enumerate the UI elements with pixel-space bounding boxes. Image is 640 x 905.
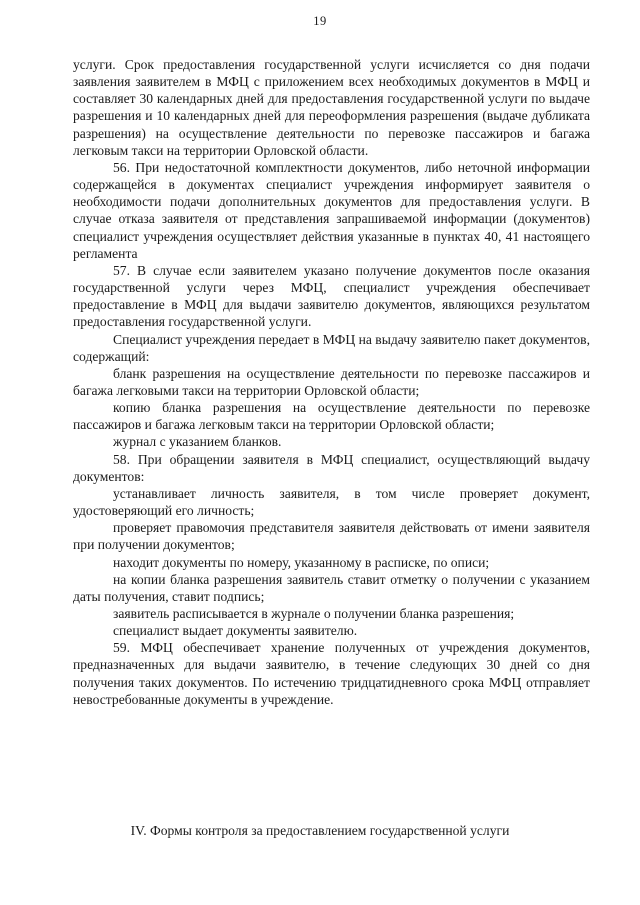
paragraph: заявитель расписывается в журнале о получении бланка разрешения;	[113, 606, 515, 621]
paragraph: устанавливает личность заявителя, в том числе проверяет документ, удостоверяющий его личность;	[73, 485, 590, 519]
paragraph: на копии бланка разрешения заявитель ставит отметку о получении с указанием даты получения, ставит подпись;	[73, 571, 590, 604]
paragraph: проверяет правомочия представителя заявителя действовать от имени заявителя при получении документов;	[73, 520, 590, 553]
section-heading: IV. Формы контроля за предоставлением государственной услуги	[130, 823, 510, 838]
paragraph: Специалист учреждения передает в МФЦ на выдачу заявителю пакет документов, содержащий:	[73, 331, 590, 364]
paragraph: специалист выдает документы заявителю.	[113, 623, 358, 639]
page-number: 19	[313, 14, 327, 28]
paragraph: находит документы по номеру, указанному в расписке, по описи;	[113, 554, 490, 570]
paragraph: журнал с указанием бланков.	[113, 434, 282, 450]
paragraph: 56. При недостаточной комплектности документов, либо неточной информации содержащейся в документах специалист учреждения информирует заявителя о необходимости подачи дополнительных документов для предоставления услуги. В случае отказа заявителя от представления запрашиваемой информации (документов) специалист учреждения осуществляет действия указанные в пунктах 40, 41 настоящего регламента	[73, 159, 590, 261]
paragraph: копию бланка разрешения на осуществление деятельности по перевозке пассажиров и багажа легковым такси на территории Орловской области;	[73, 400, 590, 433]
paragraph: 58. При обращении заявителя в МФЦ специалист, осуществляющий выдачу документов:	[73, 451, 590, 484]
paragraph: услуги. Срок предоставления государственной услуги исчисляется со дня подачи заявления заявителем в МФЦ с приложением всех необходимых документов в МФЦ и составляет 30 календарных дней для предоставления государственной услуги по выдаче разрешения и 10 календарных дней для переоформления разрешения (выдаче дубликата разрешения) на осуществление деятельности по перевозке пассажиров и багажа легковым такси на территории Орловской области.	[73, 57, 590, 158]
document-body	[73, 56, 590, 708]
paragraph: 59. МФЦ обеспечивает хранение полученных от учреждения документов, предназначенных для выдачи заявителю, в течение следующих 30 дней со дня получения таких документов. По истечению тридцатидневного срока МФЦ отправляет невостребованные документы в учреждение.	[73, 640, 590, 707]
paragraph: 57. В случае если заявителем указано получение документов после оказания государственной услуги через МФЦ, специалист учреждения обеспечивает предоставление в МФЦ для выдачи заявителю документов, являющихся результатом предоставления государственной услуги.	[73, 262, 590, 330]
paragraph: бланк разрешения на осуществление деятельности по перевозке пассажиров и багажа легковыми такси на территории Орловской области;	[73, 365, 590, 398]
